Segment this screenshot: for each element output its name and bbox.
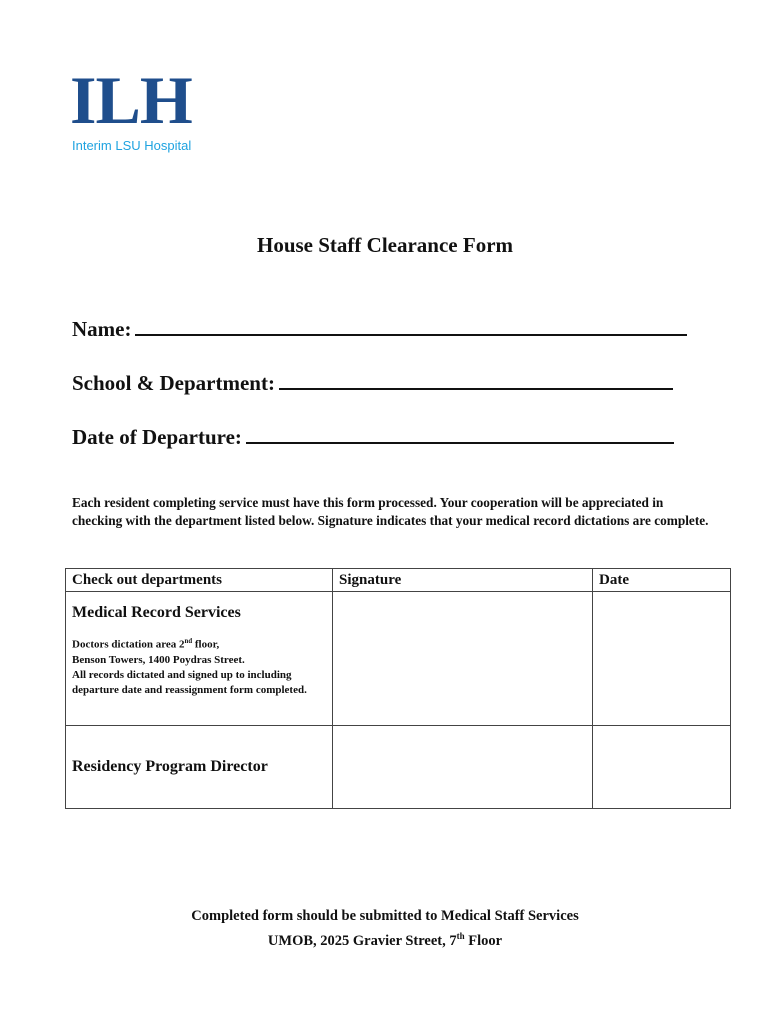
table-row <box>66 726 731 809</box>
header-date: Date <box>593 569 731 592</box>
name-label: Name: <box>72 317 132 341</box>
date-cell[interactable] <box>593 592 731 726</box>
checkout-table <box>65 568 731 809</box>
department-cell <box>66 592 333 726</box>
departure-date-field <box>72 422 674 450</box>
header-signature: Signature <box>333 569 593 592</box>
departure-date-input-line[interactable] <box>246 422 674 444</box>
table-row <box>66 592 731 726</box>
name-field <box>72 314 687 342</box>
date-cell[interactable] <box>593 726 731 809</box>
table-header-row <box>66 569 731 592</box>
page-title: House Staff Clearance Form <box>256 233 514 257</box>
name-input-line[interactable] <box>135 314 687 336</box>
hospital-logo-subtitle: Interim LSU Hospital <box>72 138 192 153</box>
department-name: Medical Record Services <box>72 604 241 621</box>
school-department-input-line[interactable] <box>279 368 673 390</box>
footer-line-2: UMOB, 2025 Gravier Street, 7th Floor <box>267 931 503 949</box>
footer-line-1: Completed form should be submitted to Medical Staff Services <box>191 908 579 924</box>
school-department-label: School & Department: <box>72 371 275 395</box>
header-departments: Check out departments <box>66 569 333 592</box>
department-details: Doctors dictation area 2nd floor, Benson Towers, 1400 Poydras Street. All records dictated and signed up to including departure date and reassignment form completed. <box>72 638 307 696</box>
intro-paragraph: Each resident completing service must have this form processed. Your cooperation will be appreciated in checking with the department listed below. Signature indicates that your medical record dictations are complete. <box>72 495 709 528</box>
school-department-field <box>72 368 673 396</box>
signature-cell[interactable] <box>333 592 593 726</box>
submission-instructions <box>0 906 770 951</box>
departure-date-label: Date of Departure: <box>72 425 242 449</box>
department-name: Residency Program Director <box>72 758 268 775</box>
hospital-logo: ILH <box>70 62 192 138</box>
signature-cell[interactable] <box>333 726 593 809</box>
department-cell <box>66 726 333 809</box>
